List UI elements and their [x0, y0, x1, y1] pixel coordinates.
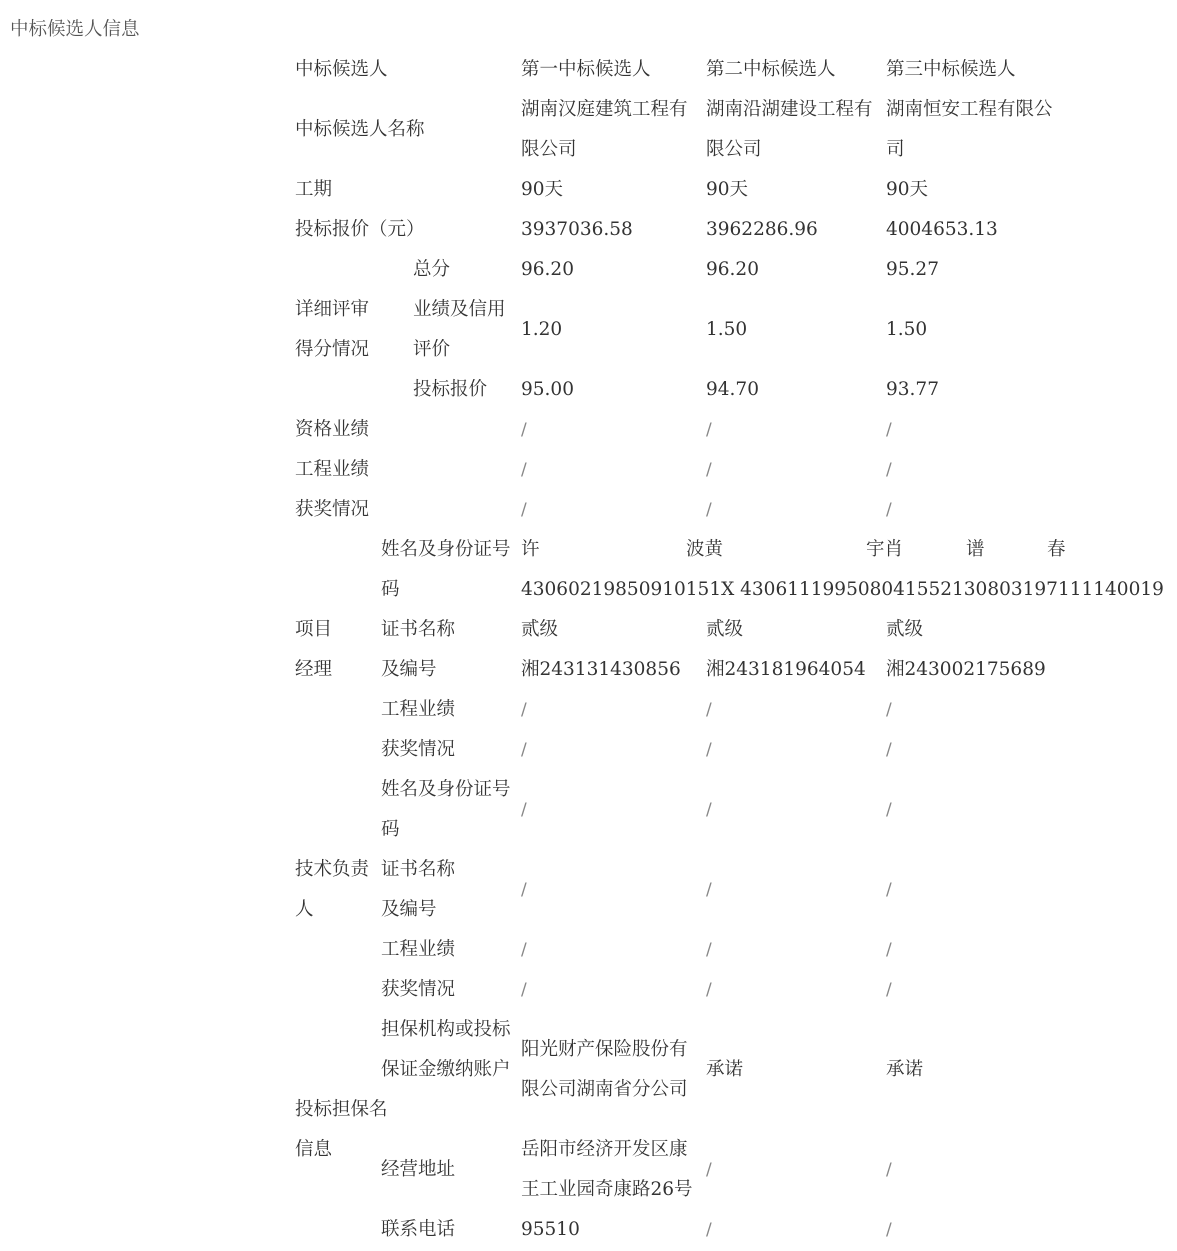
project-performance-c3: / — [886, 460, 892, 480]
score-group-label-line1: 详细评审 — [295, 299, 370, 320]
tech-group-label-line1: 技术负责 — [295, 859, 370, 880]
tech-performance-c3: / — [886, 940, 892, 960]
tech-awards-c2: / — [706, 980, 712, 1000]
tech-awards-label: 获奖情况 — [381, 979, 456, 1000]
duration-label: 工期 — [295, 179, 333, 200]
pm-cert-c2-number: 湘243181964054 — [706, 659, 866, 680]
tech-cert-c3: / — [886, 880, 892, 900]
guarantee-phone-c2: / — [706, 1220, 712, 1240]
score-credit-c2: 1.50 — [706, 319, 748, 340]
pm-awards-c3: / — [886, 740, 892, 760]
header-third-candidate: 第三中标候选人 — [886, 59, 1016, 80]
guarantee-address-c1-line1: 岳阳市经济开发区康 — [521, 1139, 688, 1160]
score-total-label: 总分 — [413, 259, 451, 280]
guarantee-address-c1-line2: 王工业园奇康路26号 — [521, 1179, 693, 1200]
pm-c3-name-part2: 谱 — [966, 539, 985, 560]
pm-c2-name: 波黄 — [686, 539, 724, 560]
qualification-label: 资格业绩 — [295, 419, 370, 440]
guarantee-org-label-line1: 担保机构或投标 — [381, 1019, 511, 1040]
tech-cert-c2: / — [706, 880, 712, 900]
pm-cert-c2-grade: 贰级 — [706, 619, 744, 640]
pm-cert-c3-number: 湘243002175689 — [886, 659, 1046, 680]
pm-c3-name-part1: 宇肖 — [866, 539, 904, 560]
tech-cert-label-line1: 证书名称 — [381, 859, 456, 880]
guarantee-org-c2: 承诺 — [706, 1059, 744, 1080]
awards-c2: / — [706, 500, 712, 520]
pm-group-label-line1: 项目 — [295, 619, 333, 640]
tech-group-label-line2: 人 — [295, 899, 314, 920]
guarantee-org-c1-line2: 限公司湖南省分公司 — [521, 1079, 688, 1100]
pm-id-label-line2: 码 — [381, 579, 400, 600]
guarantee-org-c3: 承诺 — [886, 1059, 924, 1080]
guarantee-org-c1-line1: 阳光财产保险股份有 — [521, 1039, 688, 1060]
score-credit-c1: 1.20 — [521, 319, 563, 340]
pm-performance-label: 工程业绩 — [381, 699, 456, 720]
score-price-c1: 95.00 — [521, 379, 574, 400]
bid-price-c3: 4004653.13 — [886, 219, 998, 240]
score-credit-label-line1: 业绩及信用 — [413, 299, 506, 320]
project-performance-label: 工程业绩 — [295, 459, 370, 480]
pm-cert-label-line2: 及编号 — [381, 659, 437, 680]
duration-c1: 90天 — [521, 179, 564, 200]
score-group-label-line2: 得分情况 — [295, 339, 370, 360]
tech-id-label-line1: 姓名及身份证号 — [381, 779, 511, 800]
tech-id-c1: / — [521, 800, 527, 820]
candidate-3-name-line2: 司 — [886, 139, 905, 160]
candidate-1-name-line2: 限公司 — [521, 139, 577, 160]
qualification-c3: / — [886, 420, 892, 440]
header-label: 中标候选人 — [295, 59, 388, 80]
tech-performance-c1: / — [521, 940, 527, 960]
pm-c3-name-part3: 春 — [1047, 539, 1066, 560]
score-price-c2: 94.70 — [706, 379, 759, 400]
pm-group-label-line2: 经理 — [295, 659, 333, 680]
awards-c3: / — [886, 500, 892, 520]
pm-cert-c3-grade: 贰级 — [886, 619, 924, 640]
guarantee-group-label-line1: 投标担保名 — [295, 1099, 388, 1120]
guarantee-phone-c3: / — [886, 1220, 892, 1240]
pm-cert-c1-number: 湘243131430856 — [521, 659, 681, 680]
guarantee-org-label-line2: 保证金缴纳账户 — [381, 1059, 511, 1080]
qualification-c2: / — [706, 420, 712, 440]
bid-price-c1: 3937036.58 — [521, 219, 633, 240]
project-performance-c1: / — [521, 460, 527, 480]
guarantee-address-c3: / — [886, 1160, 892, 1180]
candidate-name-label: 中标候选人名称 — [295, 119, 425, 140]
header-first-candidate: 第一中标候选人 — [521, 59, 651, 80]
bid-price-label: 投标报价（元） — [295, 219, 425, 240]
tech-id-c3: / — [886, 800, 892, 820]
section-title: 中标候选人信息 — [10, 19, 140, 40]
tech-awards-c1: / — [521, 980, 527, 1000]
guarantee-phone-c1: 95510 — [521, 1219, 580, 1240]
pm-cert-label-line1: 证书名称 — [381, 619, 456, 640]
score-credit-label-line2: 评价 — [413, 339, 451, 360]
tech-performance-c2: / — [706, 940, 712, 960]
pm-id-label-line1: 姓名及身份证号 — [381, 539, 511, 560]
tech-performance-label: 工程业绩 — [381, 939, 456, 960]
awards-c1: / — [521, 500, 527, 520]
score-total-c1: 96.20 — [521, 259, 574, 280]
pm-performance-c1: / — [521, 700, 527, 720]
tech-id-c2: / — [706, 800, 712, 820]
duration-c3: 90天 — [886, 179, 929, 200]
candidate-1-name-line1: 湖南汉庭建筑工程有 — [521, 99, 688, 120]
candidate-2-name-line1: 湖南沿湖建设工程有 — [706, 99, 873, 120]
tech-id-label-line2: 码 — [381, 819, 400, 840]
bid-price-c2: 3962286.96 — [706, 219, 818, 240]
score-credit-c3: 1.50 — [886, 319, 928, 340]
awards-label: 获奖情况 — [295, 499, 370, 520]
pm-awards-label: 获奖情况 — [381, 739, 456, 760]
qualification-c1: / — [521, 420, 527, 440]
duration-c2: 90天 — [706, 179, 749, 200]
score-total-c2: 96.20 — [706, 259, 759, 280]
pm-c1-name: 许 — [521, 539, 540, 560]
guarantee-phone-label: 联系电话 — [381, 1219, 456, 1240]
guarantee-address-c2: / — [706, 1160, 712, 1180]
candidate-2-name-line2: 限公司 — [706, 139, 762, 160]
guarantee-address-label: 经营地址 — [381, 1159, 456, 1180]
score-price-label: 投标报价 — [413, 379, 488, 400]
pm-performance-c3: / — [886, 700, 892, 720]
tech-cert-label-line2: 及编号 — [381, 899, 437, 920]
pm-awards-c2: / — [706, 740, 712, 760]
score-price-c3: 93.77 — [886, 379, 939, 400]
pm-awards-c1: / — [521, 740, 527, 760]
tech-cert-c1: / — [521, 880, 527, 900]
score-total-c3: 95.27 — [886, 259, 939, 280]
header-second-candidate: 第二中标候选人 — [706, 59, 836, 80]
guarantee-group-label-line2: 信息 — [295, 1139, 333, 1160]
candidate-3-name-line1: 湖南恒安工程有限公 — [886, 99, 1053, 120]
tech-awards-c3: / — [886, 980, 892, 1000]
project-performance-c2: / — [706, 460, 712, 480]
pm-cert-c1-grade: 贰级 — [521, 619, 559, 640]
pm-id-numbers: 43060219850910151X 430611199508041552130803197111140019 — [521, 579, 1164, 600]
pm-performance-c2: / — [706, 700, 712, 720]
